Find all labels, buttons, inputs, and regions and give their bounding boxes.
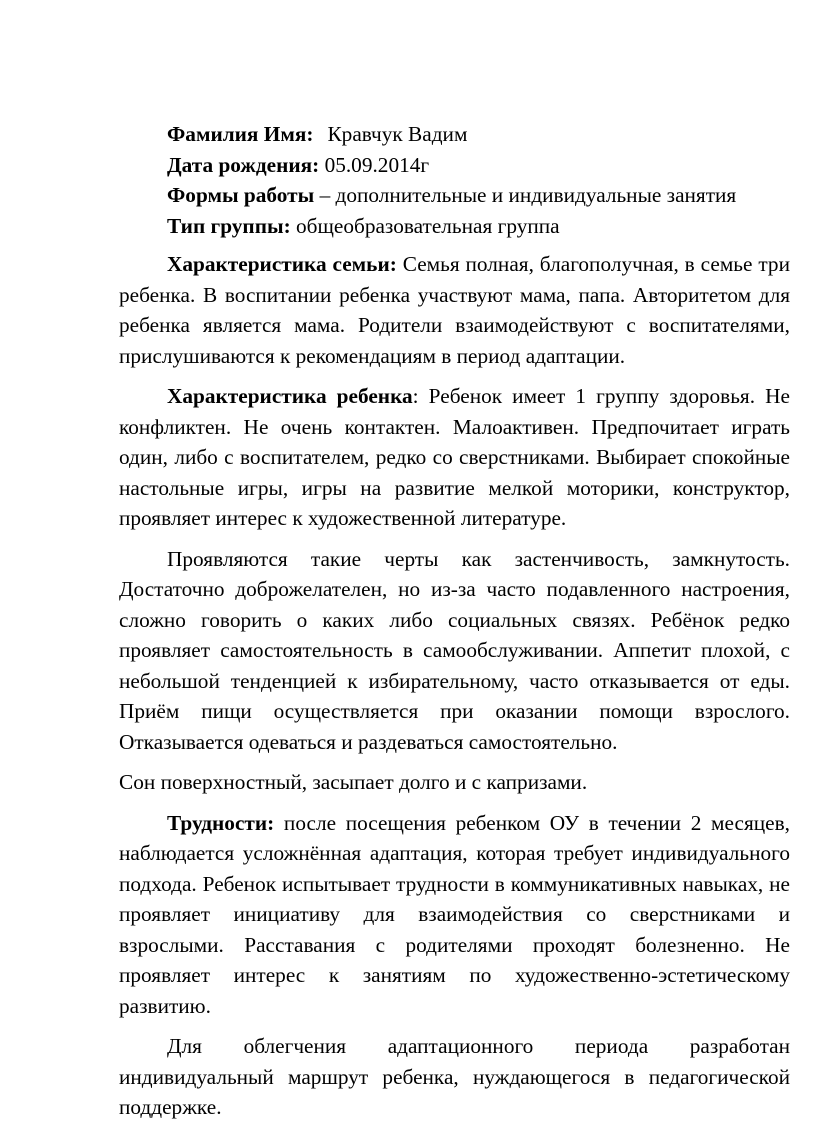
family-paragraph <box>119 249 790 371</box>
family-label: Характеристика семьи: <box>167 252 397 276</box>
family-text: Семья полная, благополучная, в семье три ребенка. В воспитании ребенка участвуют мама, папа. Авторитетом для ребенка является мама. Родители взаимодействуют с воспитателями, прислушиваются к рекомендациям в период адаптации. <box>119 252 790 368</box>
difficulties-label: Трудности: <box>167 810 275 835</box>
child-paragraph <box>119 381 790 534</box>
forms-line <box>167 180 790 211</box>
forms-label: Формы работы <box>167 183 315 207</box>
group-label: Тип группы: <box>167 213 291 238</box>
name-label: Фамилия Имя: <box>167 122 314 146</box>
body-text <box>119 249 790 1123</box>
sleep-text: Сон поверхностный, засыпает долго и с капризами. <box>119 770 588 794</box>
difficulties-paragraph <box>119 808 790 1022</box>
name-line <box>167 119 790 150</box>
birth-label: Дата рождения: <box>167 152 320 177</box>
forms-value: – дополнительные и индивидуальные занятия <box>314 183 737 207</box>
group-value: общеобразовательная группа <box>290 213 560 238</box>
child-text: : Ребенок имеет 1 группу здоровья. Не конфликтен. Не очень контактен. Малоактивен. Предпочитает играть один, либо с воспитателем, редко со сверстниками. Выбирает спокойные настольные игры, игры на развитие мелкой моторики, конструктор, проявляет интерес к художественной литературе. <box>119 384 790 530</box>
traits-paragraph <box>119 544 790 758</box>
traits-text: Проявляются такие черты как застенчивость, замкнутость. Достаточно доброжелателен, но из-за часто подавленного настроения, сложно говорить о каких либо социальных связях. Ребёнок редко проявляет самостоятельность в самообслуживании. Аппетит плохой, с небольшой тенденцией к избирательному, часто отказывается от еды. Приём пищи осуществляется при оказании помощи взрослого. Отказывается одеваться и раздеваться самостоятельно. <box>119 546 790 754</box>
birth-line <box>167 150 790 181</box>
name-value: Кравчук Вадим <box>327 122 468 146</box>
sleep-paragraph <box>119 767 790 798</box>
header-fields <box>167 119 790 241</box>
difficulties-text: после посещения ребенком ОУ в течении 2 месяцев, наблюдается усложнённая адаптация, которая требует индивидуального подхода. Ребенок испытывает трудности в коммуникативных навыках, не проявляет инициативу для взаимодействия со сверстниками и взрослыми. Расставания с родителями проходят болезненно. Не проявляет интерес к занятиям по художественно-эстетическому развитию. <box>119 810 790 1018</box>
child-label: Характеристика ребенка <box>167 384 413 408</box>
birth-value: 05.09.2014г <box>324 152 430 177</box>
group-line <box>167 211 790 242</box>
conclusion-text: Для облегчения адаптационного периода разработан индивидуальный маршрут ребенка, нуждающегося в педагогической поддержке. <box>119 1034 790 1119</box>
conclusion-paragraph <box>119 1031 790 1123</box>
